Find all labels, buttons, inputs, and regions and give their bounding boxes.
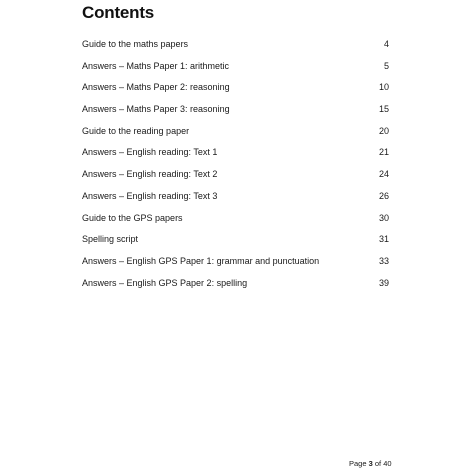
toc-entry bbox=[82, 164, 389, 186]
toc-entry-label: Answers – Maths Paper 3: reasoning bbox=[82, 104, 230, 115]
toc-entry-page: 30 bbox=[378, 212, 389, 223]
toc-entry-label: Answers – English reading: Text 3 bbox=[82, 190, 218, 201]
footer-current-page: 3 bbox=[368, 459, 373, 468]
footer-total-pages: 40 bbox=[383, 459, 392, 468]
toc-entry-label: Guide to the reading paper bbox=[82, 125, 190, 136]
toc-entry-label: Answers – Maths Paper 2: reasoning bbox=[82, 82, 230, 93]
page-title: Contents bbox=[82, 3, 155, 22]
toc-entry-page: 21 bbox=[378, 147, 389, 158]
toc-entry bbox=[82, 251, 389, 273]
toc-entry bbox=[82, 186, 389, 208]
toc-entry bbox=[82, 56, 389, 78]
footer-middle: of bbox=[372, 459, 384, 468]
toc-entry-page: 20 bbox=[378, 125, 389, 136]
toc-entry-label: Answers – English reading: Text 2 bbox=[82, 169, 218, 180]
toc-entry-page: 10 bbox=[378, 82, 389, 93]
toc-entry-page: 39 bbox=[378, 277, 389, 288]
toc-entry bbox=[82, 229, 389, 251]
contents-list bbox=[82, 34, 389, 294]
toc-entry bbox=[82, 121, 389, 143]
toc-entry-page: 33 bbox=[378, 255, 389, 266]
toc-entry bbox=[82, 77, 389, 99]
toc-entry-label: Answers – English GPS Paper 1: grammar and punctuation bbox=[82, 255, 320, 266]
toc-entry-page: 4 bbox=[383, 39, 389, 49]
toc-entry-page: 5 bbox=[383, 60, 389, 71]
toc-entry-label: Answers – English GPS Paper 2: spelling bbox=[82, 277, 248, 288]
toc-entry bbox=[82, 273, 389, 295]
page-number-footer bbox=[349, 459, 392, 468]
toc-entry bbox=[82, 142, 389, 164]
toc-entry-label: Answers – English reading: Text 1 bbox=[82, 147, 218, 158]
toc-entry-page: 26 bbox=[378, 190, 389, 201]
toc-entry bbox=[82, 99, 389, 121]
toc-entry bbox=[82, 208, 389, 230]
toc-entry-page: 24 bbox=[378, 169, 389, 180]
toc-entry-label: Guide to the maths papers bbox=[82, 39, 189, 49]
footer-prefix: Page bbox=[349, 459, 369, 468]
toc-entry-page: 31 bbox=[378, 234, 389, 245]
toc-entry-label: Spelling script bbox=[82, 234, 139, 245]
toc-entry bbox=[82, 34, 389, 56]
toc-entry-page: 15 bbox=[378, 104, 389, 115]
toc-entry-label: Answers – Maths Paper 1: arithmetic bbox=[82, 60, 230, 71]
toc-entry-label: Guide to the GPS papers bbox=[82, 212, 183, 223]
